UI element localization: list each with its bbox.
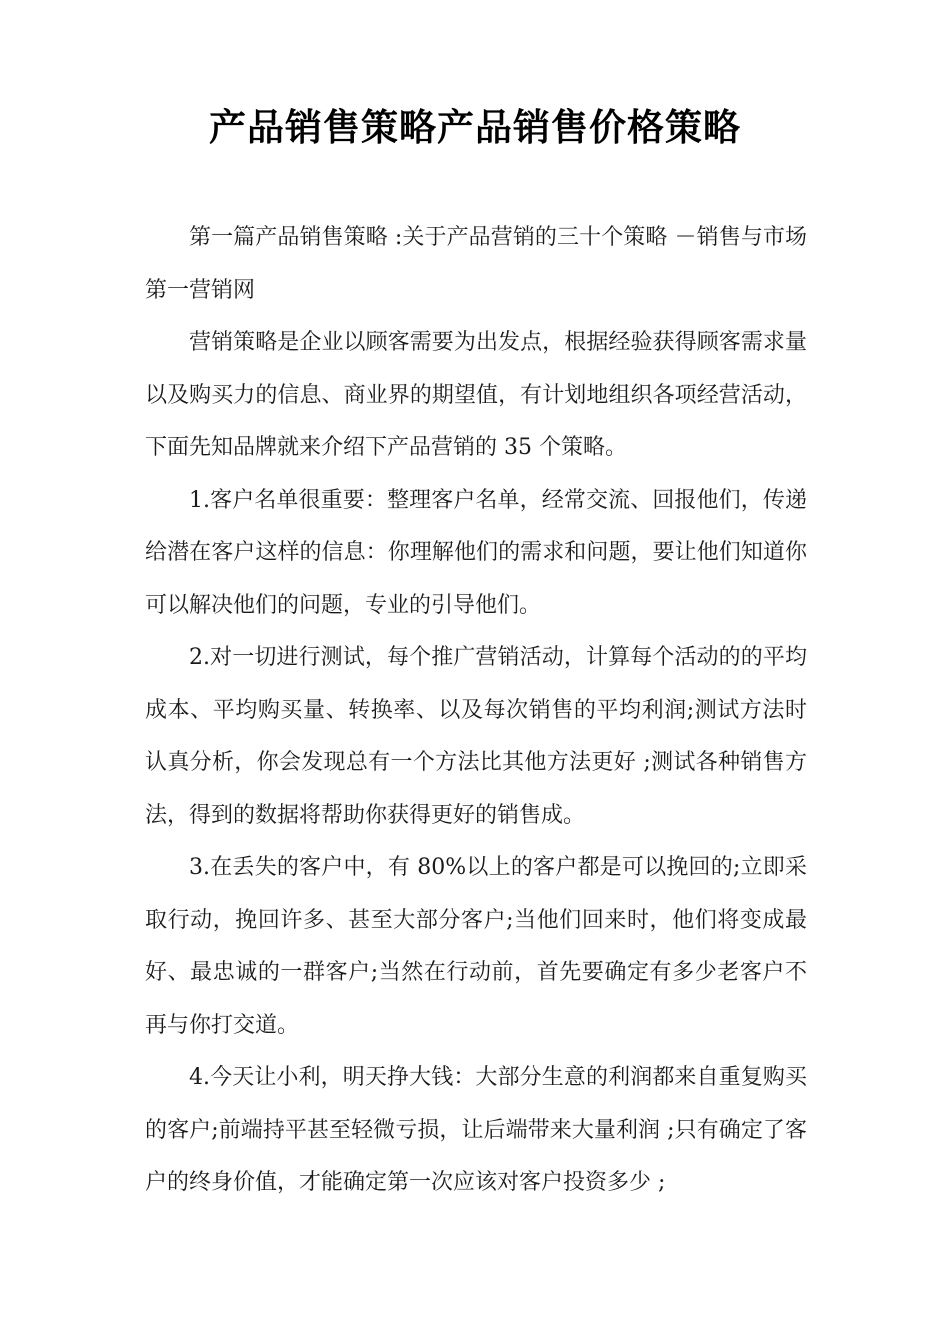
paragraph-item-3: 3.在丢失的客户中，有 80%以上的客户都是可以挽回的;立即采取行动，挽回许多、甚至大部分客户;当他们回来时，他们将变成最好、最忠诚的一群客户;当然在行动前，首先要确定有多少老客户不再与你打交道。 xyxy=(145,855,807,1038)
document-body xyxy=(145,212,807,1210)
paragraph-overview: 营销策略是企业以顾客需要为出发点，根据经验获得顾客需求量以及购买力的信息、商业界的期望值，有计划地组织各项经营活动，下面先知品牌就来介绍下产品营销的 35 个策略。 xyxy=(145,330,807,460)
paragraph-intro-heading: 第一篇产品销售策略 :关于产品营销的三十个策略 －销售与市场 第一营销网 xyxy=(145,225,807,303)
document-title: 产品销售策略产品销售价格策略 xyxy=(209,106,741,149)
paragraph-item-4: 4.今天让小利，明天挣大钱：大部分生意的利润都来自重复购买的客户;前端持平甚至轻微亏损，让后端带来大量利润 ;只有确定了客户的终身价值，才能确定第一次应该对客户投资多少 ; xyxy=(145,1065,807,1195)
paragraph-item-2: 2.对一切进行测试，每个推广营销活动，计算每个活动的的平均成本、平均购买量、转换率、以及每次销售的平均利润;测试方法时认真分析，你会发现总有一个方法比其他方法更好 ;测试各种销售方法，得到的数据将帮助你获得更好的销售成。 xyxy=(145,645,807,828)
paragraph-item-1: 1.客户名单很重要：整理客户名单，经常交流、回报他们，传递给潜在客户这样的信息：你理解他们的需求和问题，要让他们知道你可以解决他们的问题，专业的引导他们。 xyxy=(145,487,807,618)
